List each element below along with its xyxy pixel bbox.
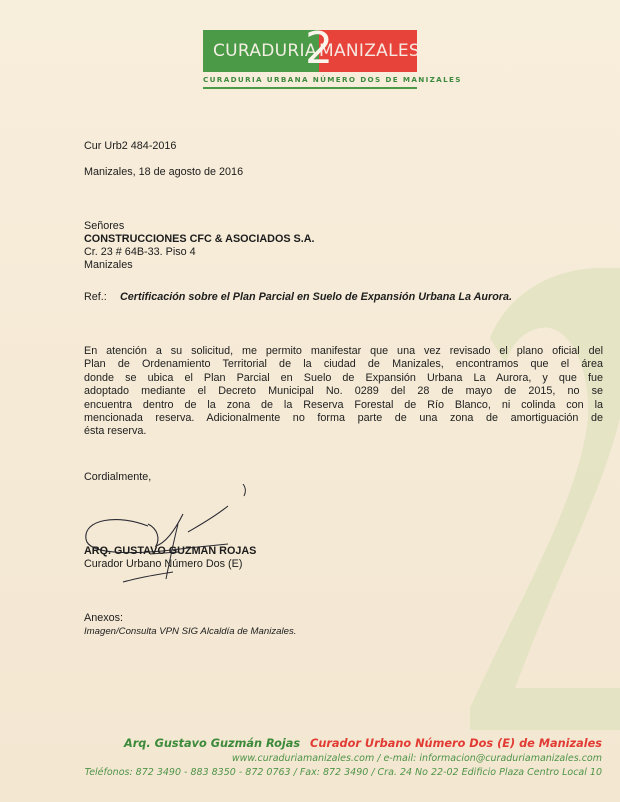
- curaduria-logo: [203, 23, 462, 89]
- ref-subject: Certificación sobre el Plan Parcial en Suelo de Expansión Urbana La Aurora.: [120, 291, 513, 303]
- logo-left-word: CURADURIA: [203, 30, 319, 72]
- footer-header: [124, 737, 602, 750]
- annexes-label: Anexos:: [84, 612, 124, 624]
- recipient-city: Manizales: [84, 259, 133, 271]
- footer-contact: Teléfonos: 872 3490 - 883 8350 - 872 0763 / Fax: 872 3490 / Cra. 24 No 22-02 Edificio Plaza Centro Local 10: [84, 767, 602, 778]
- body-line: Plan de Ordenamiento Territorial de la ciudad de Manizales, encontramos que el área: [84, 358, 603, 371]
- body-line: mencionada reserva. Adicionalmente no forma parte de una zona de amortiguación de: [84, 411, 603, 424]
- logo-subtitle: CURADURIA URBANA NÚMERO DOS DE MANIZALES: [203, 75, 462, 84]
- reference-code: Cur Urb2 484-2016: [84, 140, 177, 152]
- body-line: En atención a su solicitud, me permito manifestar que una vez revisado el plano oficial del: [84, 345, 603, 357]
- logo-underline: [203, 87, 417, 89]
- footer-role: Curador Urbano Número Dos (E) de Manizales: [310, 737, 602, 750]
- body-line: ésta reserva.: [84, 425, 147, 438]
- closing: Cordialmente,: [84, 471, 152, 483]
- footer-web-email: www.curaduriamanizales.com / e-mail: informacion@curaduriamanizales.com: [231, 753, 602, 764]
- recipient-company: CONSTRUCCIONES CFC & ASOCIADOS S.A.: [84, 233, 315, 245]
- logo-banner: [203, 23, 421, 74]
- recipient-salutation: Señores: [84, 220, 125, 232]
- watermark-two-icon: [470, 268, 620, 730]
- body-paragraph: [84, 345, 603, 439]
- logo-right-word: MANIZALES: [319, 30, 417, 72]
- body-line: encuentra dentro de la zona de la Reserva Forestal de Río Blanco, ni colinda con la: [84, 398, 603, 411]
- body-line: adoptado mediante el Decreto Municipal No. 0289 del 28 de mayo de 2015, no se: [84, 385, 603, 398]
- body-line: donde se ubica el Plan Parcial en Suelo de Expansión Urbana La Aurora, y que fue: [84, 371, 603, 384]
- signer-title: Curador Urbano Número Dos (E): [84, 558, 243, 570]
- recipient-address: Cr. 23 # 64B-33. Piso 4: [84, 246, 196, 258]
- footer-name: Arq. Gustavo Guzmán Rojas: [123, 737, 301, 750]
- ref-label: Ref.:: [84, 291, 107, 303]
- annexes-item: Imagen/Consulta VPN SIG Alcaldía de Manizales.: [84, 626, 297, 637]
- signer-name: ARQ. GUSTAVO GUZMAN ROJAS: [84, 545, 257, 557]
- logo-number: 2: [305, 23, 333, 74]
- place-date: Manizales, 18 de agosto de 2016: [84, 166, 244, 178]
